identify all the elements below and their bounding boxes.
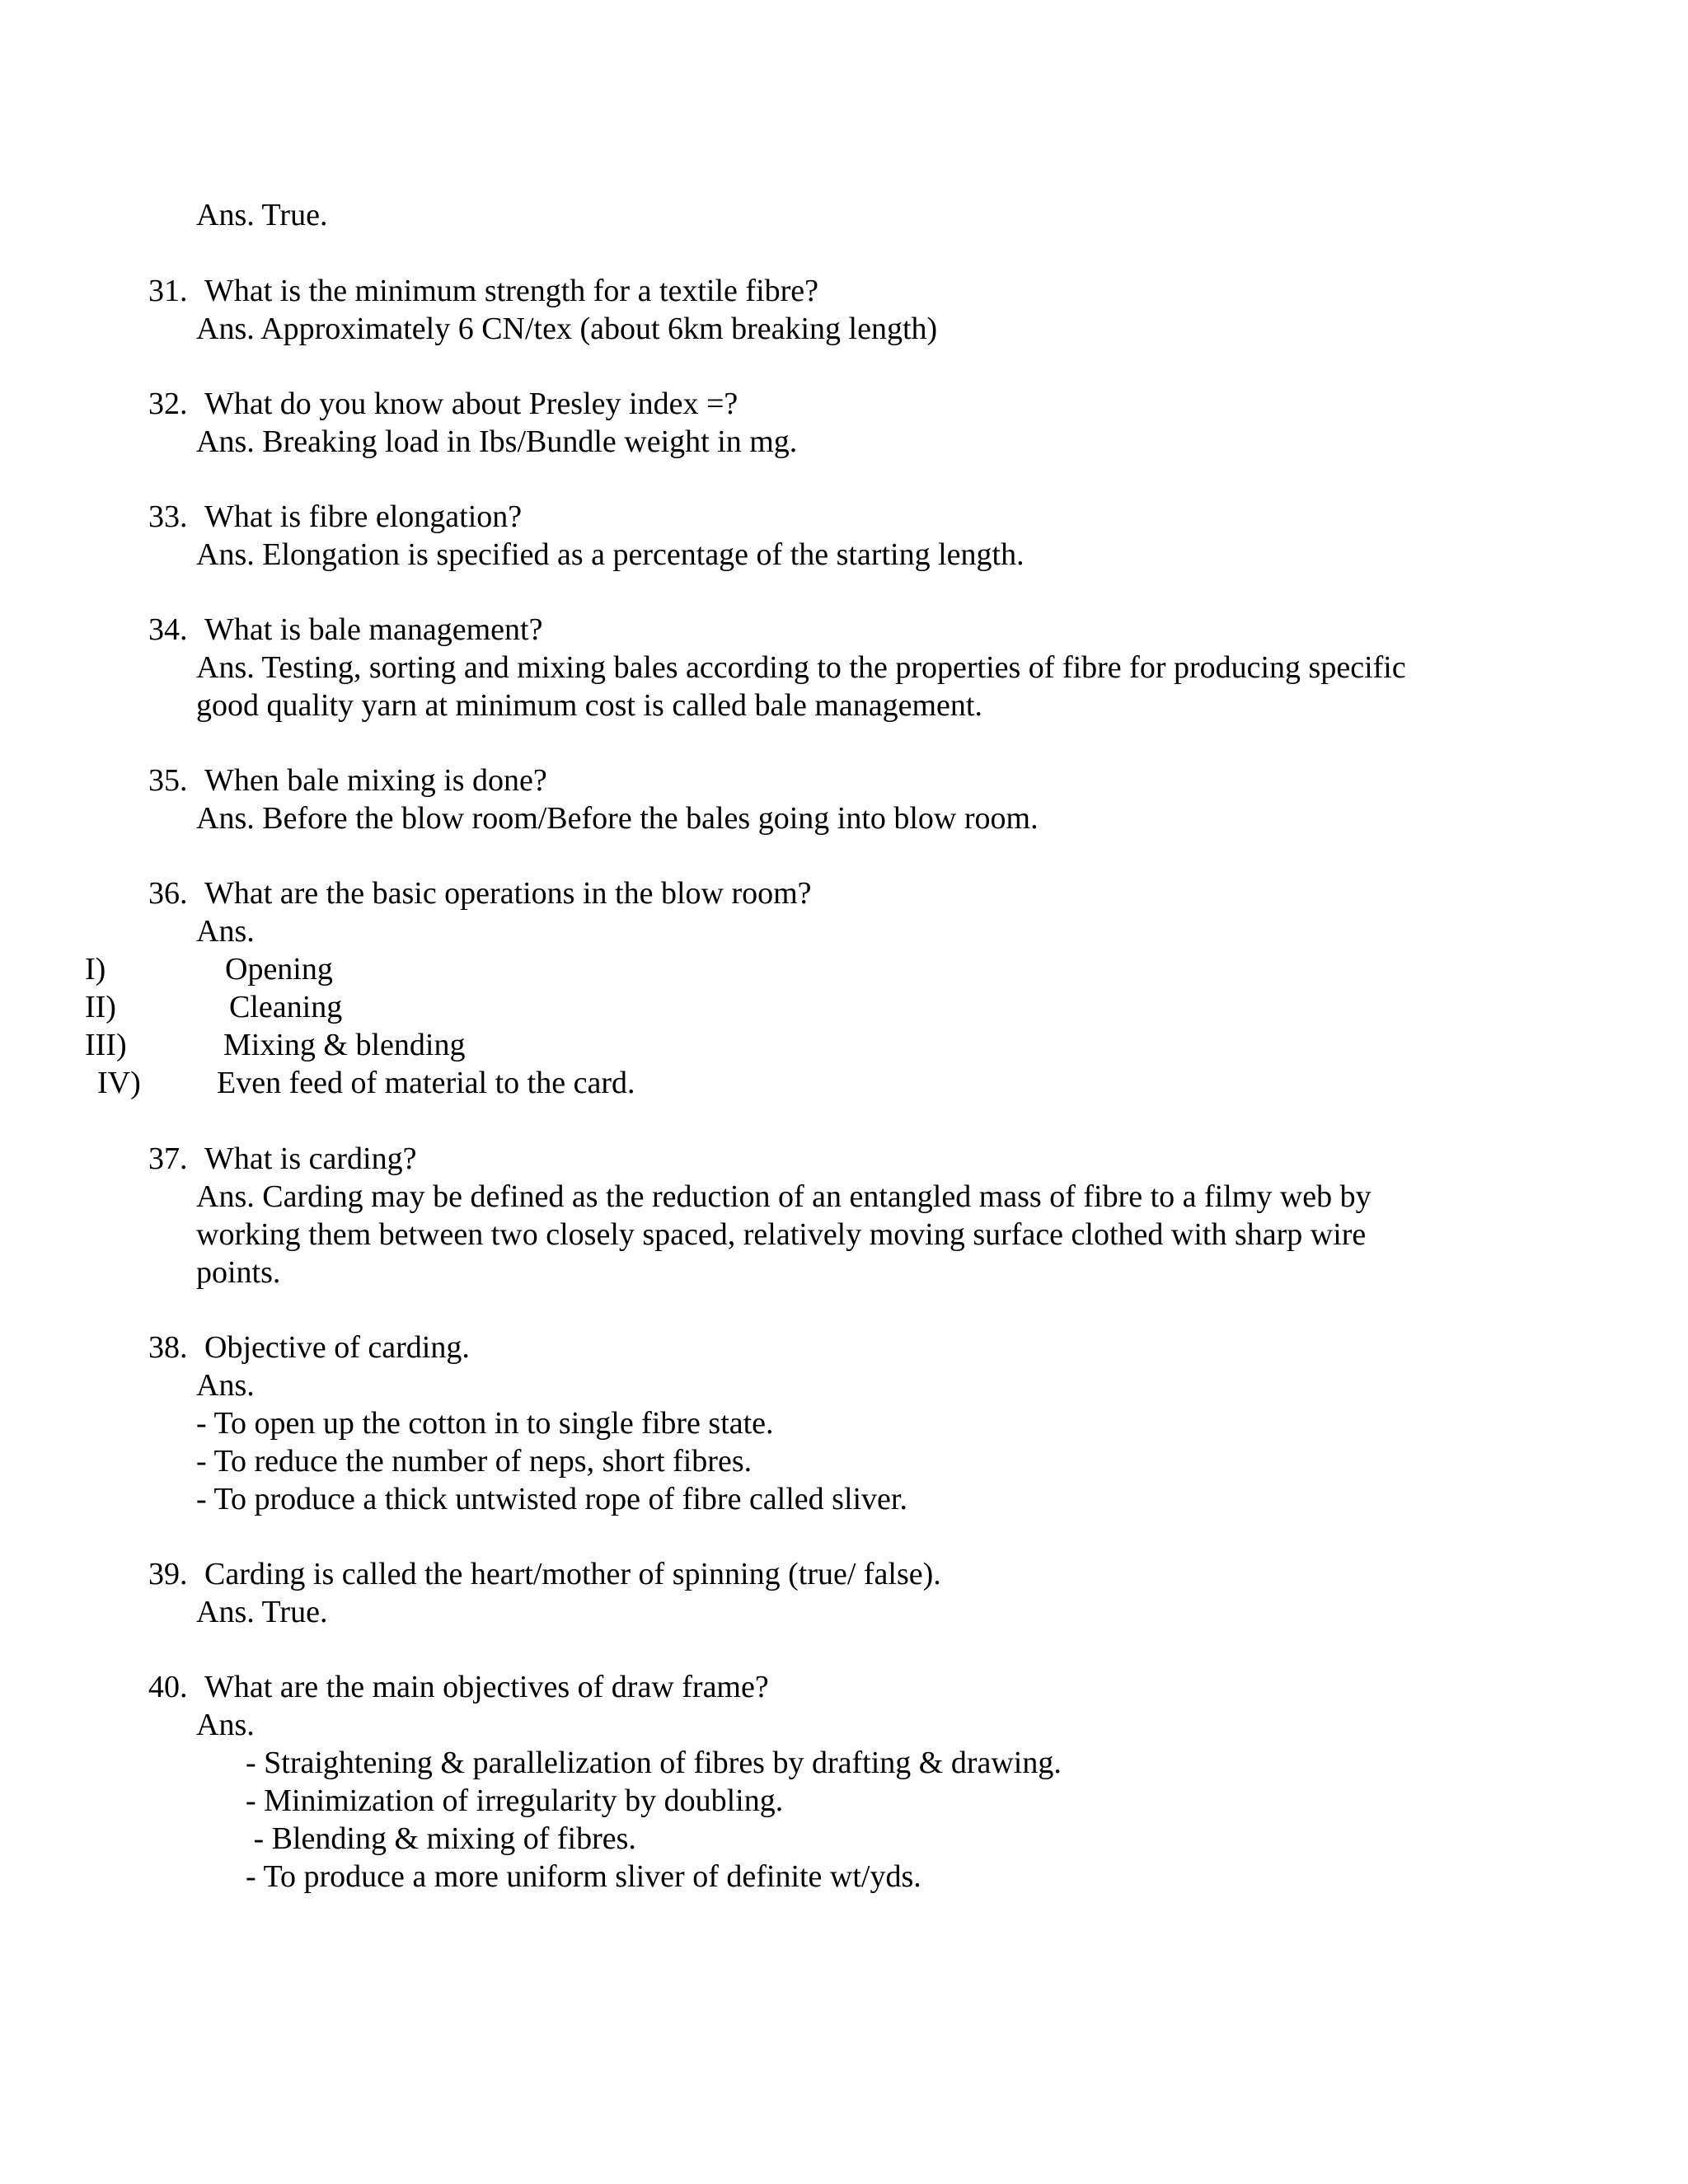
q32-number: 32. xyxy=(148,387,188,421)
q36-list-marker: IV) xyxy=(97,1066,141,1100)
q37-answer-line-2: working them between two closely spaced, relatively moving surface clothed with sharp wire xyxy=(196,1217,1367,1252)
q35-question: When bale mixing is done? xyxy=(204,763,547,798)
q34-question: What is bale management? xyxy=(204,612,543,647)
q39-answer: Ans. True. xyxy=(196,1595,328,1629)
q38-bullet: - To reduce the number of neps, short fibres. xyxy=(196,1444,753,1479)
q36-list-item: Cleaning xyxy=(229,990,343,1024)
q30-answer: Ans. True. xyxy=(196,198,328,232)
q32-answer: Ans. Breaking load in Ibs/Bundle weight in mg. xyxy=(196,424,798,459)
q36-question: What are the basic operations in the blow room? xyxy=(204,876,812,911)
q39-number: 39. xyxy=(148,1557,188,1591)
q35-answer: Ans. Before the blow room/Before the bales going into blow room. xyxy=(196,801,1039,836)
q31-answer: Ans. Approximately 6 CN/tex (about 6km breaking length) xyxy=(196,312,938,346)
q31-question: What is the minimum strength for a textile fibre? xyxy=(204,274,819,308)
q36-list-marker: II) xyxy=(85,990,116,1024)
q39-question: Carding is called the heart/mother of spinning (true/ false). xyxy=(204,1557,941,1591)
q34-answer-line-2: good quality yarn at minimum cost is called bale management. xyxy=(196,688,982,723)
q36-answer: Ans. xyxy=(196,914,255,949)
q36-list-marker: I) xyxy=(85,952,106,987)
q33-answer: Ans. Elongation is specified as a percentage of the starting length. xyxy=(196,537,1025,572)
q36-list-marker: III) xyxy=(85,1028,127,1062)
q38-bullet: - To open up the cotton in to single fibre state. xyxy=(196,1406,774,1441)
q40-bullet: - Minimization of irregularity by doubling. xyxy=(246,1783,784,1818)
q38-question: Objective of carding. xyxy=(204,1330,470,1365)
q37-answer-line-1: Ans. Carding may be defined as the reduction of an entangled mass of fibre to a filmy web by xyxy=(196,1179,1372,1214)
q31-number: 31. xyxy=(148,274,188,308)
q40-answer: Ans. xyxy=(196,1708,255,1742)
q37-answer-line-3: points. xyxy=(196,1255,281,1290)
q36-list-item: Even feed of material to the card. xyxy=(217,1066,635,1100)
q36-number: 36. xyxy=(148,876,188,911)
q40-number: 40. xyxy=(148,1670,188,1704)
q32-question: What do you know about Presley index =? xyxy=(204,387,738,421)
q34-number: 34. xyxy=(148,612,188,647)
q33-number: 33. xyxy=(148,499,188,534)
q38-number: 38. xyxy=(148,1330,188,1365)
q37-question: What is carding? xyxy=(204,1141,417,1176)
q35-number: 35. xyxy=(148,763,188,798)
q40-bullet: - Straightening & parallelization of fibres by drafting & drawing. xyxy=(246,1746,1062,1780)
q40-bullet: - Blending & mixing of fibres. xyxy=(246,1821,636,1856)
q33-question: What is fibre elongation? xyxy=(204,499,523,534)
q36-list-item: Mixing & blending xyxy=(223,1028,466,1062)
q38-bullet: - To produce a thick untwisted rope of fibre called sliver. xyxy=(196,1482,907,1516)
q37-number: 37. xyxy=(148,1141,188,1176)
q40-question: What are the main objectives of draw frame? xyxy=(204,1670,769,1704)
q34-answer-line-1: Ans. Testing, sorting and mixing bales according to the properties of fibre for producing specific xyxy=(196,650,1406,685)
q40-bullet: - To produce a more uniform sliver of definite wt/yds. xyxy=(246,1859,921,1894)
q36-list-item: Opening xyxy=(225,952,333,987)
q38-answer: Ans. xyxy=(196,1368,255,1403)
